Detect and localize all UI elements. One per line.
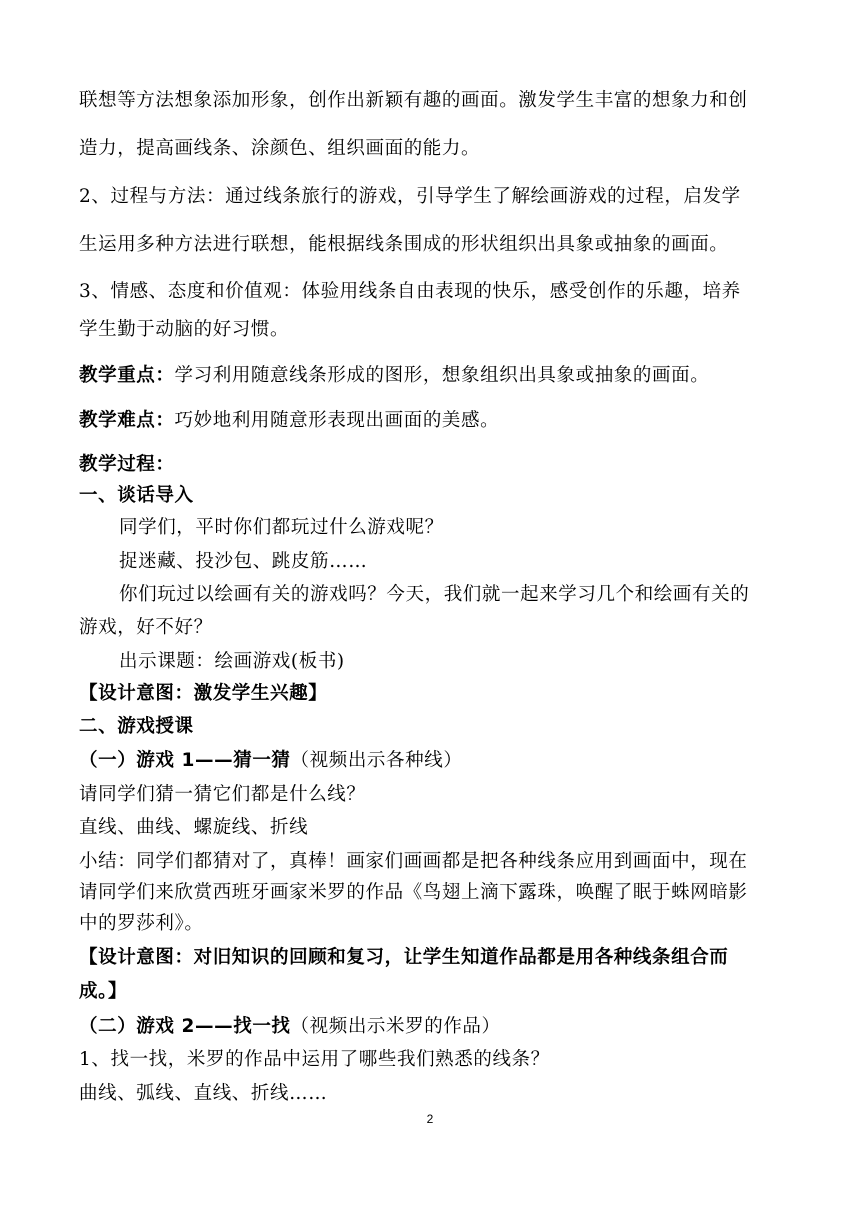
game1-note: （视频出示各种线）	[290, 750, 463, 771]
game2-note: （视频出示米罗的作品）	[290, 1016, 501, 1037]
objective-line-1: 联想等方法想象添加形象，创作出新颖有趣的画面。激发学生丰富的想象力和创	[79, 90, 748, 111]
game1-design-intent-2: 成。】	[79, 981, 128, 1002]
game1-line-1: 请同学们猜一猜它们都是什么线？	[79, 784, 366, 805]
section1-line-3: 你们玩过以绘画有关的游戏吗？今天，我们就一起来学习几个和绘画有关的	[119, 584, 750, 605]
game1-title: （一）游戏 1——猜一猜	[79, 750, 291, 771]
game2-line-2: 曲线、弧线、直线、折线……	[79, 1083, 328, 1104]
section1-line-4: 游戏，好不好？	[79, 617, 213, 638]
game1-line-5: 中的罗莎利》。	[79, 913, 204, 934]
objective-line-5: 3、情感、态度和价值观：体验用线条自由表现的快乐，感受创作的乐趣，培养	[79, 281, 741, 302]
difficult-point	[79, 409, 499, 433]
process-heading: 教学过程：	[79, 454, 175, 475]
game2-line-1: 1、找一找，米罗的作品中运用了哪些我们熟悉的线条？	[79, 1049, 550, 1070]
game1-design-intent-1: 【设计意图：对旧知识的回顾和复习，让学生知道作品都是用各种线条组合而	[79, 947, 729, 968]
key-point	[79, 364, 709, 388]
difficult-point-text: 巧妙地利用随意形表现出画面的美感。	[174, 410, 500, 431]
key-point-text: 学习利用随意线条形成的图形，想象组织出具象或抽象的画面。	[174, 365, 710, 386]
section1-design-intent: 【设计意图：激发学生兴趣】	[79, 683, 328, 704]
section1-line-2: 捉迷藏、投沙包、跳皮筋……	[119, 551, 368, 572]
section1-line-5: 出示课题：绘画游戏(板书)	[119, 651, 345, 672]
game1-line-3: 小结：同学们都猜对了，真棒！画家们画画都是把各种线条应用到画面中，现在	[79, 851, 748, 872]
difficult-point-label: 教学难点：	[79, 410, 175, 431]
game2-title-line	[79, 1015, 501, 1039]
section2-heading: 二、游戏授课	[79, 716, 194, 737]
game1-title-line	[79, 749, 462, 773]
page-number: 2	[426, 1112, 434, 1126]
objective-line-3: 2、过程与方法：通过线条旅行的游戏，引导学生了解绘画游戏的过程，启发学	[79, 186, 741, 207]
game2-title: （二）游戏 2——找一找	[79, 1016, 291, 1037]
objective-line-4: 生运用多种方法进行联想，能根据线条围成的形状组织出具象或抽象的画面。	[79, 234, 729, 255]
section1-line-1: 同学们，平时你们都玩过什么游戏呢？	[119, 517, 444, 538]
objective-line-2: 造力，提高画线条、涂颜色、组织画面的能力。	[79, 138, 481, 159]
game1-line-4: 请同学们来欣赏西班牙画家米罗的作品《鸟翅上滴下露珠，唤醒了眠于蛛网暗影	[79, 882, 748, 903]
objective-line-6: 学生勤于动脑的好习惯。	[79, 319, 290, 340]
section1-heading: 一、谈话导入	[79, 485, 194, 506]
game1-line-2: 直线、曲线、螺旋线、折线	[79, 817, 309, 838]
key-point-label: 教学重点：	[79, 365, 175, 386]
